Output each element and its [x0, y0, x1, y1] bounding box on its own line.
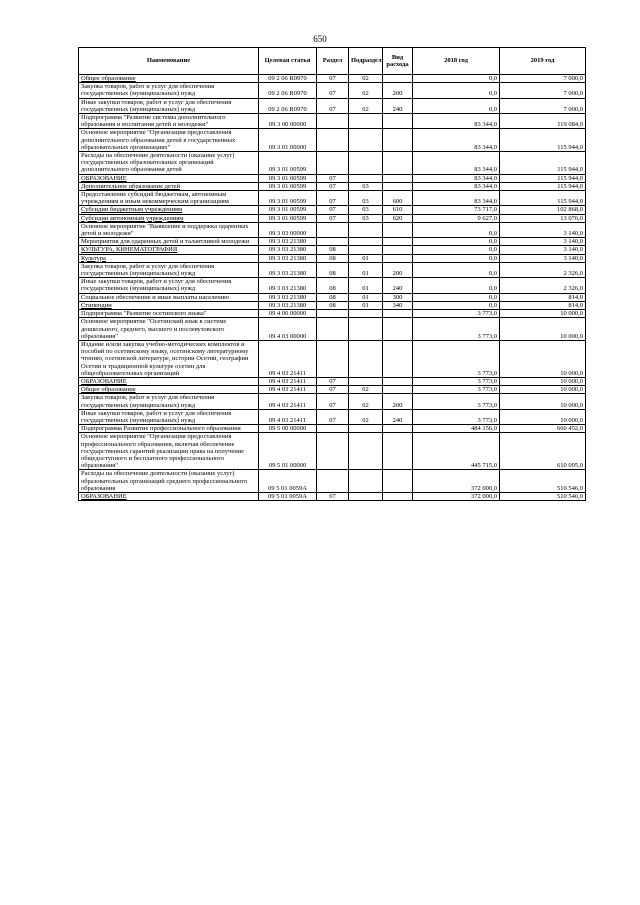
- cell-target-article: 09 4 03 21411: [259, 409, 317, 424]
- cell-expense-type: [383, 386, 413, 394]
- cell-section: 07: [317, 492, 349, 500]
- cell-name: Подпрограмма Развитие профессионального образования: [79, 425, 259, 433]
- cell-2018: 0,0: [413, 83, 500, 98]
- cell-section: 07: [317, 386, 349, 394]
- cell-subsection: [349, 238, 383, 246]
- col-header-section: Раздел: [317, 48, 349, 75]
- cell-section: 07: [317, 83, 349, 98]
- cell-expense-type: [383, 182, 413, 190]
- table-row: [79, 182, 586, 190]
- table-row: [79, 246, 586, 254]
- cell-target-article: 09 3 03 21380: [259, 293, 317, 301]
- cell-section: 07: [317, 98, 349, 113]
- cell-target-article: 09 2 06 R0970: [259, 83, 317, 98]
- cell-subsection: 02: [349, 409, 383, 424]
- cell-2019: 814,0: [500, 301, 586, 309]
- cell-2019: 10 000,0: [500, 318, 586, 341]
- col-header-name: Наименование: [79, 48, 259, 75]
- cell-2019: 102 868,0: [500, 206, 586, 214]
- cell-2018: 3 773,0: [413, 310, 500, 318]
- cell-2018: 0,0: [413, 278, 500, 293]
- cell-2018: 0,0: [413, 98, 500, 113]
- cell-2019: 3 140,0: [500, 254, 586, 262]
- cell-2019: 814,0: [500, 293, 586, 301]
- cell-2019: 3 140,0: [500, 238, 586, 246]
- cell-target-article: 09 5 01 0059А: [259, 492, 317, 500]
- cell-2018: 3 773,0: [413, 386, 500, 394]
- table-row: [79, 214, 586, 222]
- cell-expense-type: 340: [383, 301, 413, 309]
- cell-subsection: 03: [349, 182, 383, 190]
- cell-target-article: 09 4 03 00000: [259, 318, 317, 341]
- cell-2019: 10 000,0: [500, 340, 586, 377]
- cell-section: 08: [317, 278, 349, 293]
- cell-2019: 115 944,0: [500, 129, 586, 152]
- cell-2018: 0,0: [413, 254, 500, 262]
- cell-expense-type: [383, 425, 413, 433]
- cell-subsection: [349, 152, 383, 175]
- table-row: [79, 470, 586, 493]
- table-row: [79, 129, 586, 152]
- cell-subsection: [349, 174, 383, 182]
- cell-target-article: 09 4 03 21411: [259, 377, 317, 385]
- cell-target-article: 09 3 01 00599: [259, 206, 317, 214]
- table-row: [79, 310, 586, 318]
- table-row: [79, 206, 586, 214]
- cell-subsection: 03: [349, 214, 383, 222]
- cell-section: 07: [317, 75, 349, 83]
- cell-name: Стипендии: [79, 301, 259, 309]
- cell-target-article: 09 3 01 00599: [259, 182, 317, 190]
- cell-expense-type: 240: [383, 98, 413, 113]
- cell-2019: 7 000,0: [500, 83, 586, 98]
- cell-target-article: 09 3 03 21380: [259, 238, 317, 246]
- cell-section: 08: [317, 262, 349, 277]
- cell-subsection: [349, 222, 383, 237]
- cell-section: 07: [317, 182, 349, 190]
- table-row: [79, 262, 586, 277]
- col-header-2019: 2019 год: [500, 48, 586, 75]
- cell-2019: 115 944,0: [500, 174, 586, 182]
- cell-subsection: 01: [349, 293, 383, 301]
- cell-subsection: [349, 114, 383, 129]
- cell-section: [317, 433, 349, 470]
- cell-2018: 83 344,0: [413, 182, 500, 190]
- cell-2018: 3 773,0: [413, 409, 500, 424]
- cell-section: 08: [317, 254, 349, 262]
- cell-2019: 510 546,0: [500, 470, 586, 493]
- cell-2019: 10 000,0: [500, 386, 586, 394]
- cell-2019: 115 944,0: [500, 191, 586, 206]
- cell-name: Иные закупки товаров, работ и услуг для обеспечения государственных (муниципальных) нужд: [79, 409, 259, 424]
- cell-2018: 83 344,0: [413, 129, 500, 152]
- cell-target-article: 09 2 06 R0970: [259, 75, 317, 83]
- cell-target-article: 09 4 03 21411: [259, 394, 317, 409]
- cell-section: 07: [317, 377, 349, 385]
- cell-expense-type: [383, 75, 413, 83]
- cell-section: [317, 340, 349, 377]
- cell-subsection: [349, 129, 383, 152]
- cell-section: [317, 152, 349, 175]
- cell-name: Основное мероприятие "Осетинский язык в системе дошкольного, среднего, высшего и послевузовского образования": [79, 318, 259, 341]
- cell-expense-type: 240: [383, 278, 413, 293]
- cell-subsection: 01: [349, 262, 383, 277]
- cell-target-article: 09 5 00 00000: [259, 425, 317, 433]
- cell-2018: 3 773,0: [413, 394, 500, 409]
- table-row: [79, 340, 586, 377]
- table-row: [79, 75, 586, 83]
- cell-2019: 610 095,0: [500, 433, 586, 470]
- cell-expense-type: [383, 152, 413, 175]
- cell-section: [317, 310, 349, 318]
- cell-subsection: 01: [349, 301, 383, 309]
- cell-target-article: 09 4 03 21411: [259, 386, 317, 394]
- cell-name: Закупка товаров, работ и услуг для обеспечения государственных (муниципальных) нужд: [79, 394, 259, 409]
- cell-name: Общее образование: [79, 386, 259, 394]
- table-header-row: [79, 48, 586, 75]
- cell-name: ОБРАЗОВАНИЕ: [79, 174, 259, 182]
- cell-2018: 3 773,0: [413, 377, 500, 385]
- cell-section: 07: [317, 206, 349, 214]
- cell-subsection: [349, 377, 383, 385]
- cell-2018: 83 344,0: [413, 174, 500, 182]
- cell-2019: 660 452,0: [500, 425, 586, 433]
- cell-section: 07: [317, 394, 349, 409]
- cell-subsection: 01: [349, 254, 383, 262]
- cell-target-article: 09 3 01 00599: [259, 174, 317, 182]
- cell-expense-type: [383, 377, 413, 385]
- table-row: [79, 301, 586, 309]
- cell-name: Субсидии бюджетным учреждениям: [79, 206, 259, 214]
- cell-subsection: [349, 310, 383, 318]
- cell-target-article: 09 3 01 00599: [259, 214, 317, 222]
- cell-name: Мероприятия для одаренных детей и талантливой молодежи: [79, 238, 259, 246]
- table-row: [79, 492, 586, 500]
- cell-section: [317, 129, 349, 152]
- cell-subsection: 02: [349, 83, 383, 98]
- table-row: [79, 222, 586, 237]
- cell-name: Основное мероприятие "Организация предоставления дополнительного образования детей в государственных образовательных организациях": [79, 129, 259, 152]
- cell-section: [317, 470, 349, 493]
- table-row: [79, 238, 586, 246]
- cell-section: 08: [317, 301, 349, 309]
- cell-2018: 484 156,0: [413, 425, 500, 433]
- cell-expense-type: [383, 129, 413, 152]
- cell-subsection: 03: [349, 191, 383, 206]
- cell-subsection: [349, 425, 383, 433]
- table-row: [79, 174, 586, 182]
- cell-expense-type: [383, 318, 413, 341]
- cell-subsection: [349, 433, 383, 470]
- table-row: [79, 254, 586, 262]
- cell-2019: 10 000,0: [500, 310, 586, 318]
- col-header-2018: 2018 год: [413, 48, 500, 75]
- cell-section: [317, 238, 349, 246]
- cell-expense-type: 600: [383, 191, 413, 206]
- cell-subsection: 02: [349, 386, 383, 394]
- cell-2019: 10 000,0: [500, 409, 586, 424]
- cell-subsection: [349, 340, 383, 377]
- cell-2018: 372 000,0: [413, 470, 500, 493]
- cell-expense-type: 200: [383, 83, 413, 98]
- cell-expense-type: [383, 238, 413, 246]
- cell-2019: 13 076,0: [500, 214, 586, 222]
- cell-expense-type: [383, 470, 413, 493]
- cell-2018: 83 344,0: [413, 191, 500, 206]
- cell-name: Подпрограмма "Развитие системы дополнительного образования и воспитания детей и молодежи": [79, 114, 259, 129]
- cell-section: 07: [317, 409, 349, 424]
- cell-2019: 119 084,0: [500, 114, 586, 129]
- cell-2018: 83 344,0: [413, 152, 500, 175]
- cell-expense-type: [383, 433, 413, 470]
- table-row: [79, 318, 586, 341]
- cell-section: 07: [317, 191, 349, 206]
- cell-2019: 3 140,0: [500, 246, 586, 254]
- cell-name: Социальное обеспечение и иные выплаты населению: [79, 293, 259, 301]
- cell-target-article: 09 5 01 0059А: [259, 470, 317, 493]
- cell-subsection: 02: [349, 75, 383, 83]
- cell-subsection: 01: [349, 278, 383, 293]
- table-body: [79, 75, 586, 501]
- cell-target-article: 09 4 03 21411: [259, 340, 317, 377]
- cell-2019: 7 000,0: [500, 75, 586, 83]
- cell-2019: 115 944,0: [500, 182, 586, 190]
- cell-2019: 115 944,0: [500, 152, 586, 175]
- cell-name: Основное мероприятие "Организация предоставления профессионального образования, включая обеспечение государственных гарантий реализации права на получение общедоступного и бесплатного профессионального образования": [79, 433, 259, 470]
- cell-section: 08: [317, 293, 349, 301]
- cell-expense-type: 300: [383, 293, 413, 301]
- cell-name: Дополнительное образование детей: [79, 182, 259, 190]
- cell-name: Субсидии автономным учреждениям: [79, 214, 259, 222]
- cell-target-article: 09 3 01 00599: [259, 152, 317, 175]
- cell-target-article: 09 3 03 21380: [259, 301, 317, 309]
- cell-name: Иные закупки товаров, работ и услуг для обеспечения государственных (муниципальных) нужд: [79, 98, 259, 113]
- cell-target-article: 09 3 03 21380: [259, 262, 317, 277]
- col-header-target-article: Целевая статья: [259, 48, 317, 75]
- cell-target-article: 09 2 06 R0970: [259, 98, 317, 113]
- cell-2018: 3 773,0: [413, 340, 500, 377]
- table-row: [79, 114, 586, 129]
- cell-expense-type: [383, 114, 413, 129]
- cell-section: 07: [317, 174, 349, 182]
- cell-2018: 0,0: [413, 246, 500, 254]
- cell-expense-type: 240: [383, 409, 413, 424]
- cell-expense-type: [383, 174, 413, 182]
- table-row: [79, 191, 586, 206]
- cell-subsection: [349, 318, 383, 341]
- cell-expense-type: [383, 222, 413, 237]
- cell-2018: 0,0: [413, 262, 500, 277]
- cell-section: [317, 222, 349, 237]
- cell-2019: 510 546,0: [500, 492, 586, 500]
- table-row: [79, 433, 586, 470]
- cell-subsection: 02: [349, 98, 383, 113]
- cell-2018: 83 344,0: [413, 114, 500, 129]
- cell-target-article: 09 5 01 00000: [259, 433, 317, 470]
- cell-name: Предоставление субсидий бюджетным, автономным учреждениям и иным некоммерческим организациям: [79, 191, 259, 206]
- cell-expense-type: [383, 492, 413, 500]
- cell-name: Культура: [79, 254, 259, 262]
- table-row: [79, 278, 586, 293]
- cell-section: 07: [317, 214, 349, 222]
- cell-2018: 73 717,0: [413, 206, 500, 214]
- cell-expense-type: 200: [383, 394, 413, 409]
- cell-2019: 7 000,0: [500, 98, 586, 113]
- cell-2019: 3 140,0: [500, 222, 586, 237]
- table-row: [79, 83, 586, 98]
- cell-2018: 9 627,0: [413, 214, 500, 222]
- cell-name: Иные закупки товаров, работ и услуг для обеспечения государственных (муниципальных) нужд: [79, 278, 259, 293]
- cell-2018: 0,0: [413, 301, 500, 309]
- cell-expense-type: [383, 246, 413, 254]
- budget-table: [78, 47, 586, 501]
- cell-target-article: 09 3 00 00000: [259, 114, 317, 129]
- cell-expense-type: [383, 254, 413, 262]
- cell-subsection: [349, 246, 383, 254]
- cell-2018: 0,0: [413, 238, 500, 246]
- col-header-subsection: Подраздел: [349, 48, 383, 75]
- cell-expense-type: 200: [383, 262, 413, 277]
- cell-section: [317, 114, 349, 129]
- cell-2018: 0,0: [413, 293, 500, 301]
- cell-name: Закупка товаров, работ и услуг для обеспечения государственных (муниципальных) нужд: [79, 262, 259, 277]
- cell-target-article: 09 3 01 00000: [259, 129, 317, 152]
- cell-2018: 3 773,0: [413, 318, 500, 341]
- cell-expense-type: 610: [383, 206, 413, 214]
- cell-2018: 0,0: [413, 222, 500, 237]
- table-row: [79, 152, 586, 175]
- cell-name: Расходы на обеспечение деятельности (оказание услуг) государственных образовательных организаций дополнительного образования детей: [79, 152, 259, 175]
- cell-name: ОБРАЗОВАНИЕ: [79, 492, 259, 500]
- cell-name: ОБРАЗОВАНИЕ: [79, 377, 259, 385]
- cell-target-article: 09 3 03 21380: [259, 254, 317, 262]
- cell-name: Расходы на обеспечение деятельности (оказание услуг) образовательных организаций среднего профессионального образования: [79, 470, 259, 493]
- cell-target-article: 09 4 00 00000: [259, 310, 317, 318]
- page-number: 650: [313, 34, 327, 44]
- cell-expense-type: 620: [383, 214, 413, 222]
- cell-section: [317, 425, 349, 433]
- cell-2019: 2 326,0: [500, 262, 586, 277]
- cell-2018: 372 000,0: [413, 492, 500, 500]
- table-row: [79, 98, 586, 113]
- cell-subsection: 03: [349, 206, 383, 214]
- cell-section: 08: [317, 246, 349, 254]
- table-row: [79, 377, 586, 385]
- cell-target-article: 09 3 01 00599: [259, 191, 317, 206]
- cell-subsection: [349, 492, 383, 500]
- table-row: [79, 386, 586, 394]
- table-row: [79, 394, 586, 409]
- table-row: [79, 425, 586, 433]
- cell-name: Подпрограмма "Развитие осетинского языка": [79, 310, 259, 318]
- cell-subsection: [349, 470, 383, 493]
- cell-section: [317, 318, 349, 341]
- cell-target-article: 09 3 03 21380: [259, 246, 317, 254]
- cell-expense-type: [383, 310, 413, 318]
- cell-name: Издание и/или закупка учебно-методических комплектов и пособий по осетинскому языку, осетинскому литературному чтению, осетинской литературе, истории Осетии, географии Осетии и традиционной культуре осетин для общеобразовательных организаций: [79, 340, 259, 377]
- table-row: [79, 293, 586, 301]
- cell-subsection: 02: [349, 394, 383, 409]
- cell-name: Общее образование: [79, 75, 259, 83]
- cell-name: КУЛЬТУРА, КИНЕМАТОГРАФИЯ: [79, 246, 259, 254]
- col-header-expense-type: Вид расхода: [383, 48, 413, 75]
- cell-2019: 10 000,0: [500, 394, 586, 409]
- cell-2019: 10 000,0: [500, 377, 586, 385]
- table-row: [79, 409, 586, 424]
- cell-expense-type: [383, 340, 413, 377]
- cell-target-article: 09 3 03 21380: [259, 278, 317, 293]
- cell-name: Закупка товаров, работ и услуг для обеспечения государственных (муниципальных) нужд: [79, 83, 259, 98]
- cell-name: Основное мероприятие "Выявление и поддержка одаренных детей и молодежи": [79, 222, 259, 237]
- cell-target-article: 09 3 03 00000: [259, 222, 317, 237]
- cell-2018: 0,0: [413, 75, 500, 83]
- cell-2018: 445 715,0: [413, 433, 500, 470]
- cell-2019: 2 326,0: [500, 278, 586, 293]
